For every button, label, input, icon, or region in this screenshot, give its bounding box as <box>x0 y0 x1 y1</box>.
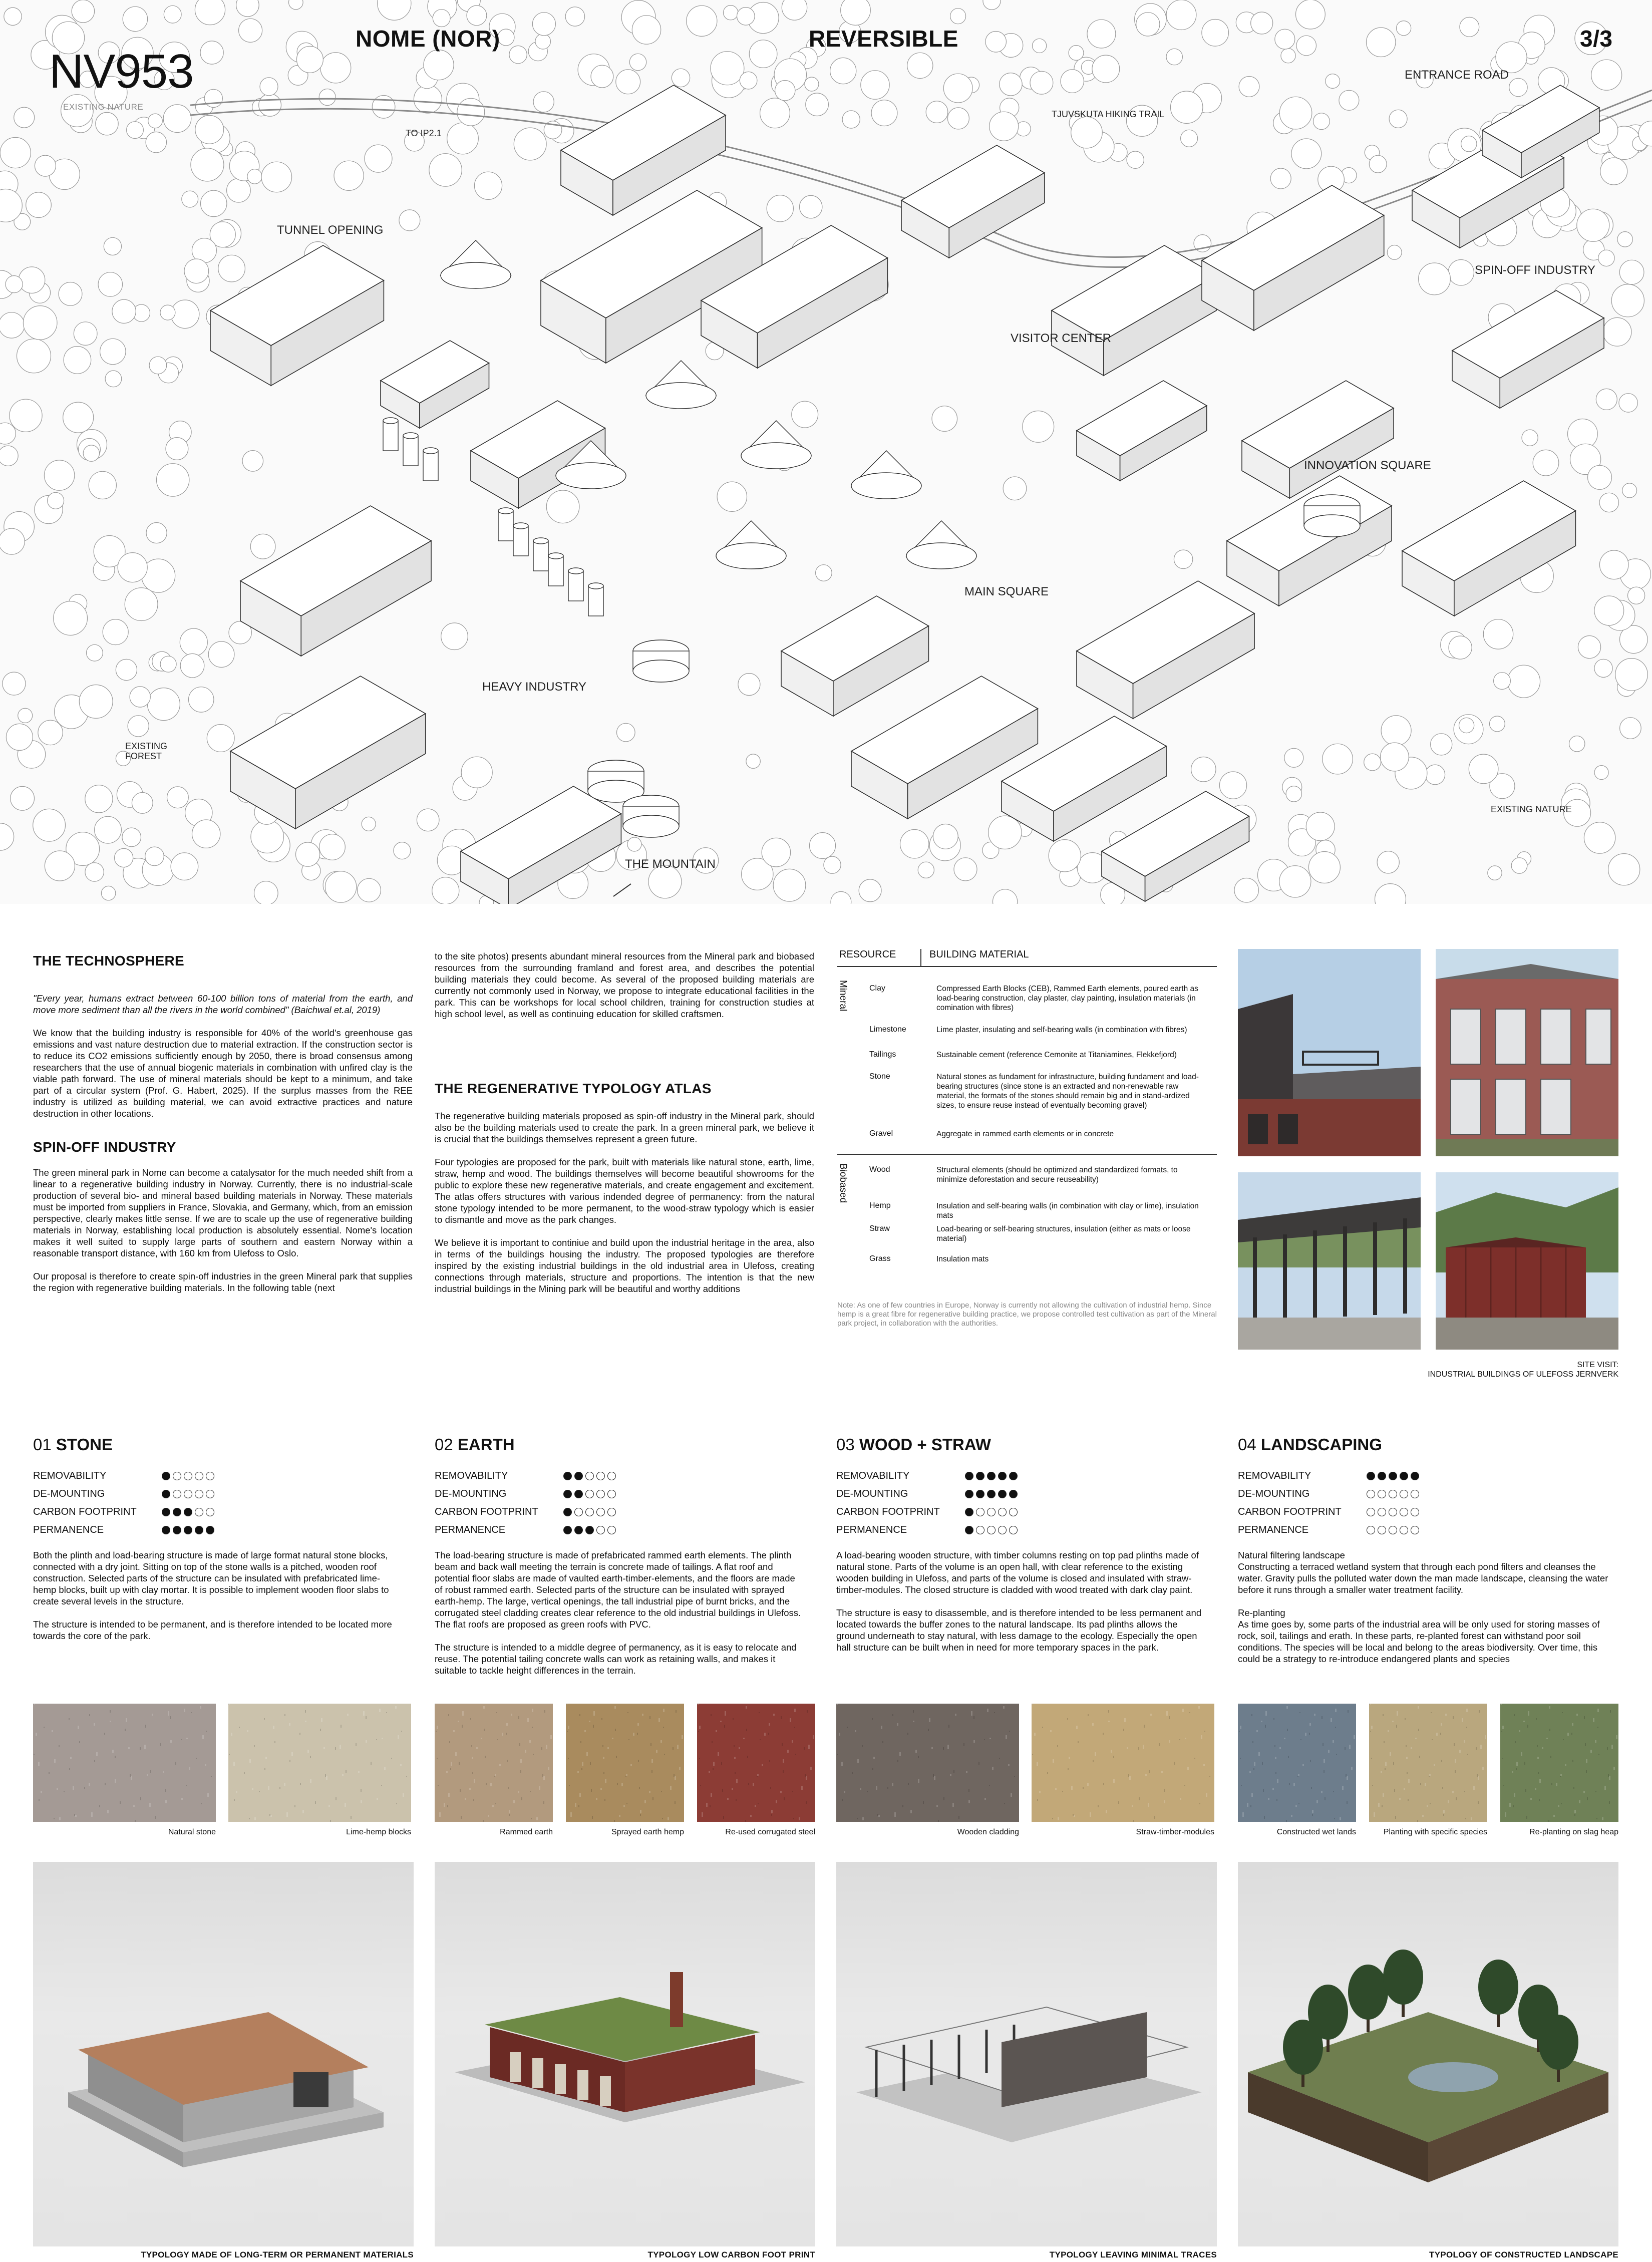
rating-dot-filled <box>173 1526 181 1534</box>
material-swatch <box>33 1704 216 1822</box>
rating-dot-empty <box>607 1490 616 1498</box>
swatch-caption: Wooden cladding <box>957 1828 1019 1836</box>
rating-dots <box>162 1508 214 1516</box>
metric-label: PERMANENCE <box>1238 1524 1309 1535</box>
typology-4-title <box>1238 1435 1382 1454</box>
typology-2-title <box>435 1435 515 1454</box>
group-biobased: Biobased <box>838 1163 848 1203</box>
typology-number: 02 <box>435 1435 453 1454</box>
typology-1-title <box>33 1435 113 1454</box>
rating-dot-empty <box>596 1472 605 1480</box>
axonometric-drawing <box>0 0 1652 904</box>
table-row-material: Aggregate in rammed earth elements or in concrete <box>936 1130 1114 1138</box>
render-caption: TYPOLOGY LEAVING MINIMAL TRACES <box>1049 2250 1217 2259</box>
rating-dot-filled <box>162 1490 170 1498</box>
render-caption: TYPOLOGY MADE OF LONG-TERM OR PERMANENT MATERIALS <box>141 2250 414 2259</box>
rating-dots <box>965 1472 1018 1480</box>
rating-dot-empty <box>607 1526 616 1534</box>
rating-dots <box>563 1490 616 1498</box>
rating-dot-empty <box>1009 1508 1018 1516</box>
rating-dot-filled <box>965 1490 973 1498</box>
site-photo-2 <box>1436 949 1618 1156</box>
typology-number: 04 <box>1238 1435 1256 1454</box>
material-swatch <box>1032 1704 1214 1822</box>
table-row-resource: Hemp <box>869 1201 891 1210</box>
table-row-resource: Wood <box>869 1165 890 1174</box>
spinoff-paragraph-2: Our proposal is therefore to create spin-off industries in the green Mineral park that supplies the region with regenerative building materials. In the following table (next <box>33 1271 413 1293</box>
table-group-divider <box>837 1154 1217 1155</box>
rating-dot-filled <box>184 1508 192 1516</box>
technosphere-quote: "Every year, humans extract between 60-100 billion tons of material from the earth, and move more sediment than all the rivers in the world combined" (Baichwal et.al, 2019) <box>33 993 413 1015</box>
rating-dot-empty <box>1378 1490 1386 1498</box>
typology-name: LANDSCAPING <box>1260 1435 1382 1454</box>
rating-dot-filled <box>195 1526 203 1534</box>
label-main-square: MAIN SQUARE <box>964 585 1049 598</box>
rating-dot-empty <box>998 1526 1007 1534</box>
table-row-resource: Clay <box>869 984 886 993</box>
table-note: Note: As one of few countries in Europe, Norway is currently not allowing the cultivation of industrial hemp. Since hemp is a great fibre for regenerative building practice, we propose controlled test cultivation as part of the Mineral park project, in collaboration with the authorities. <box>837 1301 1217 1328</box>
rating-dot-empty <box>195 1472 203 1480</box>
rating-dot-empty <box>1389 1508 1397 1516</box>
rating-dot-filled <box>1411 1472 1419 1480</box>
atlas-paragraph-1: The regenerative building materials proposed as spin-off industry in the Mineral park, should also be the building materials used to create the park. In a green mineral park, we believe it is crucial that the buildings themselves represent a green future. <box>435 1111 814 1144</box>
rating-dots <box>162 1526 214 1534</box>
metric-label: DE-MOUNTING <box>836 1488 908 1499</box>
typology-3-render <box>836 1862 1217 2246</box>
rating-dot-filled <box>162 1508 170 1516</box>
table-header-divider <box>920 949 921 966</box>
typology-paragraph-2: The structure is intended to be permanent, and is therefore intended to be located more towards the core of the park. <box>33 1619 392 1641</box>
rating-dot-filled <box>965 1508 973 1516</box>
rating-dot-empty <box>1389 1490 1397 1498</box>
label-hiking-trail: TJUVSKUTA HIKING TRAIL <box>1052 109 1165 119</box>
table-header-material: BUILDING MATERIAL <box>929 949 1029 960</box>
rating-dot-filled <box>987 1490 996 1498</box>
material-swatch <box>1369 1704 1487 1822</box>
render-caption: TYPOLOGY LOW CARBON FOOT PRINT <box>647 2250 815 2259</box>
rating-dot-filled <box>574 1472 583 1480</box>
rating-dot-empty <box>607 1508 616 1516</box>
swatch-caption: Straw-timber-modules <box>1136 1828 1214 1836</box>
page-title: REVERSIBLE <box>809 26 958 52</box>
rating-dot-empty <box>206 1508 214 1516</box>
label-to-ip: TO IP2.1 <box>406 128 442 138</box>
rating-dot-empty <box>596 1526 605 1534</box>
typology-number: 01 <box>33 1435 52 1454</box>
rating-dot-filled <box>162 1472 170 1480</box>
rating-dot-empty <box>1400 1490 1408 1498</box>
rating-dots <box>563 1472 616 1480</box>
table-row-material: Insulation mats <box>936 1255 989 1263</box>
typology-paragraph-2: Re-planting As time goes by, some parts of the industrial area will be only used for storing masses of rock, soil, tailings and erath. In these parts, re-planted forest can withstand poor soil conditions. The species will be local and belong to the areas biodiversity. Over time, this could be a strategy to re-introduce endangered plants and species <box>1238 1607 1600 1664</box>
table-row-material: Natural stones as fundament for infrastructure, building fundament and load-bearing structures (since stone is an extracted and non-renewable raw material, the formats of the stones should remain big and in stand-ardized sizes, to ensure reuse instead of eventually becoming gravel) <box>936 1073 1199 1110</box>
material-swatch <box>1238 1704 1356 1822</box>
metric-label: REMOVABILITY <box>435 1470 508 1481</box>
rating-dot-empty <box>206 1490 214 1498</box>
site-visit-line-1: SITE VISIT: <box>1577 1361 1618 1369</box>
rating-dot-empty <box>987 1508 996 1516</box>
rating-dot-empty <box>1411 1490 1419 1498</box>
rating-dot-empty <box>585 1472 594 1480</box>
rating-dot-empty <box>574 1508 583 1516</box>
typology-3-title <box>836 1435 991 1454</box>
rating-dot-empty <box>1400 1508 1408 1516</box>
rating-dot-empty <box>1367 1508 1375 1516</box>
table-header-resource: RESOURCE <box>839 949 896 960</box>
swatch-caption: Re-planting on slag heap <box>1529 1828 1618 1836</box>
label-innovation-square: INNOVATION SQUARE <box>1304 459 1431 472</box>
rating-dots <box>965 1526 1018 1534</box>
label-heavy-industry: HEAVY INDUSTRY <box>482 680 587 694</box>
rating-dot-empty <box>206 1472 214 1480</box>
group-mineral: Mineral <box>838 980 848 1012</box>
table-row-material: Load-bearing or self-bearing structures, insulation (either as mats or loose material) <box>936 1225 1191 1243</box>
typology-2-text <box>435 1549 803 1688</box>
swatch-caption: Re-used corrugated steel <box>725 1828 815 1836</box>
metric-label: CARBON FOOTPRINT <box>435 1506 538 1517</box>
rating-dot-empty <box>184 1490 192 1498</box>
rating-dots <box>563 1526 616 1534</box>
label-existing-forest: EXISTING FOREST <box>125 741 168 761</box>
technosphere-heading: THE TECHNOSPHERE <box>33 953 184 968</box>
swatch-caption: Rammed earth <box>500 1828 553 1836</box>
rating-dot-filled <box>563 1490 572 1498</box>
metric-label: CARBON FOOTPRINT <box>1238 1506 1342 1517</box>
rating-dot-filled <box>1009 1490 1018 1498</box>
typology-1-render <box>33 1862 414 2246</box>
label-the-mountain: THE MOUNTAIN <box>625 857 716 871</box>
table-row-resource: Gravel <box>869 1129 893 1138</box>
site-visit-caption <box>1382 1360 1618 1379</box>
swatch-caption: Natural stone <box>168 1828 216 1836</box>
rating-dot-filled <box>965 1472 973 1480</box>
spinoff-paragraph-1: The green mineral park in Nome can become a catalysator for the much needed shift from a linear to a regenerative building industry in Norway. Currently, there is no industrial-scale production of several bio- and mineral based building materials in Norway. These materials must be imported from suppliers in France, Slovakia, and Germany, which, from an emission perspective, clearly makes little sense. If we are to scale up the use of regenerative building materials in Norway, establishing local production is absolutely essential. Nome's location makes it well suited to supply large parts of southern and eastern Norway within a reasonable transport distance, with 160 km from Ulefoss to Oslo. <box>33 1167 413 1258</box>
typology-name: EARTH <box>457 1435 515 1454</box>
table-row-resource: Tailings <box>869 1050 896 1059</box>
atlas-text <box>435 1110 814 1306</box>
rating-dot-empty <box>1389 1526 1397 1534</box>
metric-label: REMOVABILITY <box>1238 1470 1311 1481</box>
table-row-material: Sustainable cement (reference Cemonite at Titaniamines, Flekkefjord) <box>936 1051 1177 1059</box>
typology-4-render <box>1238 1862 1618 2246</box>
rating-dot-empty <box>1411 1526 1419 1534</box>
metric-label: DE-MOUNTING <box>33 1488 105 1499</box>
label-visitor-center: VISITOR CENTER <box>1011 332 1111 345</box>
rating-dot-empty <box>1411 1508 1419 1516</box>
rating-dot-empty <box>1400 1526 1408 1534</box>
rating-dot-empty <box>184 1472 192 1480</box>
render-caption: TYPOLOGY OF CONSTRUCTED LANDSCAPE <box>1429 2250 1618 2259</box>
table-row-material: Structural elements (should be optimized and standardized formats, to minimize deforestation and secure reuseability) <box>936 1166 1178 1184</box>
swatch-caption: Lime-hemp blocks <box>346 1828 411 1836</box>
label-existing-nature: EXISTING NATURE <box>1491 804 1572 814</box>
metric-label: REMOVABILITY <box>836 1470 910 1481</box>
rating-dot-filled <box>574 1490 583 1498</box>
rating-dot-filled <box>998 1490 1007 1498</box>
rating-dot-filled <box>1367 1472 1375 1480</box>
typology-paragraph-1: Natural filtering landscape Constructing a terraced wetland system that through each pond filters and cleanses the water. Gravity pulls the polluted water down the man made landscape, cleansing the water before it runs through a smaller water treatment facility. <box>1238 1550 1608 1595</box>
swatch-caption: Constructed wet lands <box>1276 1828 1356 1836</box>
rating-dot-filled <box>1400 1472 1408 1480</box>
rating-dot-empty <box>585 1508 594 1516</box>
atlas-paragraph-2: Four typologies are proposed for the park, built with materials like natural stone, earth, lime, straw, hemp and wood. The buildings themselves will become beautiful showrooms for the public to explore these new regenerative materials, and create engagement and excitement. The atlas offers structures with various indended degree of permanency: from the natural stone typology intended to be more permanent, to the wood-straw typology which is easier to dismantle and move as the park changes. <box>435 1157 814 1225</box>
material-swatch <box>836 1704 1019 1822</box>
label-tunnel-opening: TUNNEL OPENING <box>277 223 384 237</box>
rating-dot-filled <box>987 1472 996 1480</box>
table-row-resource: Grass <box>869 1254 891 1263</box>
material-swatch <box>697 1704 815 1822</box>
swatch-caption: Planting with specific species <box>1383 1828 1487 1836</box>
rating-dot-filled <box>563 1526 572 1534</box>
rating-dot-empty <box>976 1508 984 1516</box>
site-photo-3 <box>1238 1172 1421 1350</box>
location-title: NOME (NOR) <box>356 26 500 52</box>
swatch-caption: Sprayed earth hemp <box>611 1828 684 1836</box>
rating-dot-empty <box>607 1472 616 1480</box>
rating-dots <box>563 1508 616 1516</box>
rating-dot-empty <box>596 1508 605 1516</box>
rating-dot-empty <box>998 1508 1007 1516</box>
typology-paragraph-2: The structure is intended to a middle degree of permanency, as it is easy to relocate and reuse. The potential tailing concrete walls can work as retaining walls, and makes it suitable to tackle height differences in the terrain. <box>435 1642 797 1676</box>
rating-dots <box>965 1508 1018 1516</box>
typology-2-render <box>435 1862 815 2246</box>
rating-dot-empty <box>173 1490 181 1498</box>
rating-dot-filled <box>1009 1472 1018 1480</box>
rating-dot-empty <box>976 1526 984 1534</box>
rating-dot-filled <box>965 1526 973 1534</box>
site-photo-4 <box>1436 1172 1618 1350</box>
table-row-material: Compressed Earth Blocks (CEB), Rammed Earth elements, poured earth as load-bearing construction, clay plaster, clay painting, insulation materials (in comination with fibres) <box>936 985 1198 1012</box>
label-spin-off-industry: SPIN-OFF INDUSTRY <box>1475 263 1595 277</box>
table-row-resource: Stone <box>869 1072 890 1081</box>
atlas-paragraph-3: We believe it is important to continiue and build upon the industrial heritage in the area, also in terms of the buildings housing the industry. The proposed typologies are therefore inspired by the existing industrial buildings in the old industrial area in Ulefoss, creating connections through materials, structure and proportions. The intention is that the new industrial buildings in the Mining park will be beautiful and worthy additions <box>435 1237 814 1294</box>
rating-dots <box>1367 1526 1419 1534</box>
rating-dot-empty <box>1378 1508 1386 1516</box>
typology-number: 03 <box>836 1435 855 1454</box>
rating-dot-filled <box>998 1472 1007 1480</box>
rating-dot-empty <box>195 1508 203 1516</box>
rating-dot-filled <box>976 1490 984 1498</box>
rating-dots <box>162 1490 214 1498</box>
page-number: 3/3 <box>1580 26 1613 52</box>
metric-label: DE-MOUNTING <box>435 1488 507 1499</box>
material-swatch <box>1500 1704 1618 1822</box>
site-visit-line-2: INDUSTRIAL BUILDINGS OF ULEFOSS JERNVERK <box>1428 1370 1618 1379</box>
typology-paragraph-1: The load-bearing structure is made of prefabricated rammed earth elements. The plinth beam and back wall meeting the terrain is concrete made of tailings. A flat roof and potential floor slabs are made of vaulted earth-timber-elements, and the floors are made of robust rammed earth. Selected parts of the structure can be insulated with sprayed earth-hemp. The large, vertical openings, the tall industrial pipe of burnt bricks, and the corrugated steel cladding creates clear reference to the old industrial buildings in Ulefoss. The flat roofs are proposed as green roofs with PVC. <box>435 1550 801 1630</box>
typology-name: WOOD + STRAW <box>859 1435 991 1454</box>
rating-dot-empty <box>195 1490 203 1498</box>
table-row-resource: Straw <box>869 1224 890 1233</box>
typology-paragraph-2: The structure is easy to disassemble, and is therefore intended to be less permanent and located towards the buffer zones to the natural landscape. Its pad plinths allows the ground underneath to stay natural, with less damage to the ecology. Especially the open hall structure can be built when in need for more temporary spaces in the park. <box>836 1607 1202 1653</box>
rating-dot-empty <box>596 1490 605 1498</box>
rating-dot-empty <box>173 1472 181 1480</box>
metric-label: DE-MOUNTING <box>1238 1488 1310 1499</box>
metric-label: PERMANENCE <box>33 1524 104 1535</box>
rating-dot-filled <box>1389 1472 1397 1480</box>
column2-intro <box>435 950 814 1031</box>
typology-3-text <box>836 1549 1204 1665</box>
rating-dots <box>1367 1472 1419 1480</box>
table-row-material: Lime plaster, insulating and self-bearing walls (in combination with fibres) <box>936 1026 1187 1034</box>
rating-dots <box>162 1472 214 1480</box>
technosphere-paragraph: We know that the building industry is responsible for 40% of the world's greenhouse gas emissions and vast nature destruction due to material extraction. If the construction sector is to reduce its CO2 emissions sufficiently enough by 2050, there is broad consensus among researchers that the use of annual biogenic materials in combination with unfired clay is the viable path forward. The use of mineral materials should be kept to a minimum, and take part of a circular system (Prof. G. Habert, 2025). If the surplus masses from the REE industry is utilized as building material, we can avoid extractive practices and nature destruction in other locations. <box>33 1028 413 1119</box>
spinoff-heading: SPIN-OFF INDUSTRY <box>33 1139 176 1155</box>
typology-name: STONE <box>56 1435 113 1454</box>
technosphere-text <box>33 993 413 1131</box>
material-swatch <box>566 1704 684 1822</box>
typology-paragraph-1: A load-bearing wooden structure, with timber columns resting on top pad plinths made of natural stone. Parts of the volume is an open hall, with clear reference to the existing wooden building in Ulefoss, and parts of the volume is closed and insulated with straw-timber-modules. The closed structure is cladded with wood treated with dark clay paint. <box>836 1550 1199 1595</box>
metric-label: PERMANENCE <box>836 1524 907 1535</box>
atlas-heading: THE REGENERATIVE TYPOLOGY ATLAS <box>435 1081 712 1096</box>
typology-paragraph-1: Both the plinth and load-bearing structure is made of large format natural stone blocks, connected with a dry joint. Sitting on top of the stone walls is a pitched, wooden roof construction. Selected parts of the structure can be insulated with prefabricated lime-hemp blocks, built up with clay mortar. It is possible to implement wooden floor slabs to create several levels in the structure. <box>33 1550 389 1606</box>
site-plan <box>0 0 1652 904</box>
metric-label: REMOVABILITY <box>33 1470 107 1481</box>
rating-dot-empty <box>585 1490 594 1498</box>
table-row-resource: Limestone <box>869 1025 906 1034</box>
table-row-material: Insulation and self-bearing walls (in combination with clay or lime), insulation mats <box>936 1202 1199 1220</box>
logo: NV953 <box>49 45 194 98</box>
rating-dots <box>1367 1490 1419 1498</box>
label-entrance-road: ENTRANCE ROAD <box>1405 68 1509 82</box>
rating-dots <box>965 1490 1018 1498</box>
rating-dot-filled <box>184 1526 192 1534</box>
rating-dot-filled <box>162 1526 170 1534</box>
rating-dot-filled <box>563 1508 572 1516</box>
metric-label: CARBON FOOTPRINT <box>836 1506 940 1517</box>
rating-dot-filled <box>563 1472 572 1480</box>
rating-dot-empty <box>1009 1526 1018 1534</box>
rating-dot-filled <box>574 1526 583 1534</box>
logo-subtitle: EXISTING NATURE <box>63 102 144 112</box>
site-photo-1 <box>1238 949 1421 1156</box>
metric-label: PERMANENCE <box>435 1524 506 1535</box>
rating-dot-empty <box>987 1526 996 1534</box>
rating-dot-empty <box>1367 1526 1375 1534</box>
typology-1-text <box>33 1549 401 1653</box>
rating-dot-filled <box>976 1472 984 1480</box>
rating-dot-filled <box>585 1526 594 1534</box>
material-swatch <box>228 1704 411 1822</box>
metric-label: CARBON FOOTPRINT <box>33 1506 137 1517</box>
rating-dot-empty <box>1378 1526 1386 1534</box>
column2-paragraph-1: to the site photos) presents abundant mineral resources from the Mineral park and biobased resources from the surrounding framland and forest area, and describes the potential building materials they could become. As several of the proposed building materials are currently not commonly used in Norway, we propose to integrate educational facilities in the park. This can be workshops for local school children, training for construction studies at high school level, as well as continuing education for skilled craftsmen. <box>435 951 814 1019</box>
rating-dot-filled <box>173 1508 181 1516</box>
rating-dots <box>1367 1508 1419 1516</box>
rating-dot-filled <box>1378 1472 1386 1480</box>
material-swatch <box>435 1704 553 1822</box>
table-header-line <box>837 966 1217 967</box>
spinoff-text <box>33 1167 413 1305</box>
typology-4-text <box>1238 1549 1618 1676</box>
rating-dot-empty <box>1367 1490 1375 1498</box>
rating-dot-filled <box>206 1526 214 1534</box>
